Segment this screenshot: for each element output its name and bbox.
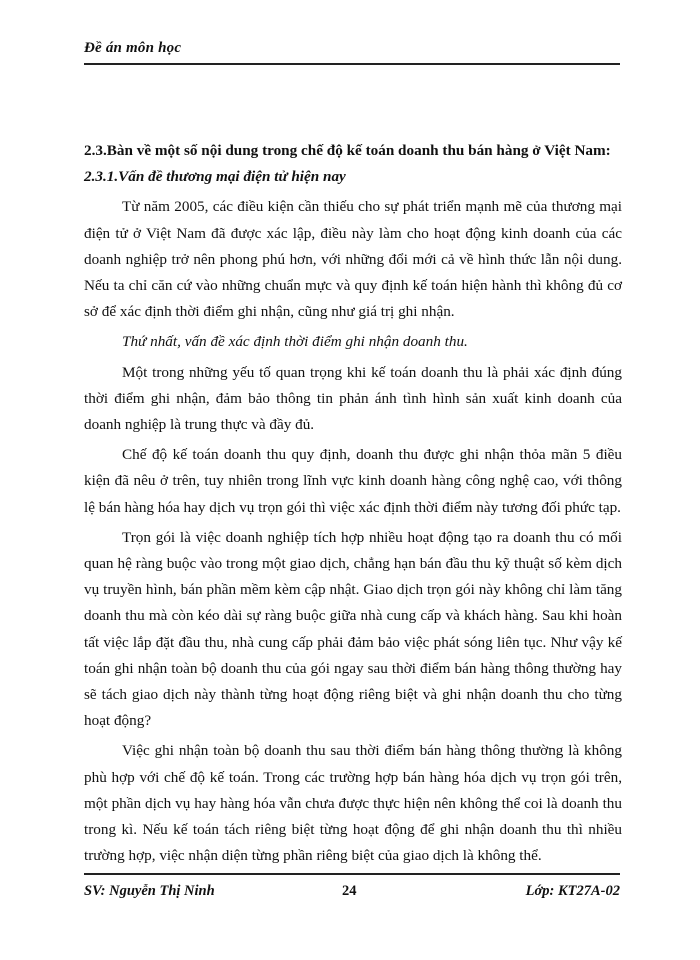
paragraph-first-issue: Thứ nhất, vấn đề xác định thời điểm ghi nhận doanh thu. [122,333,468,351]
paragraph-recognition-timing: Một trong những yếu tố quan trọng khi kế toán doanh thu là phải xác định đúng thời điểm ghi nhận, đảm bảo thông tin phản ánh tình hình sản xuất kinh doanh của doanh nghiệp là trung thực và đầy đủ. [84,363,622,434]
paragraph-intro: Từ năm 2005, các điều kiện cần thiếu cho sự phát triển mạnh mẽ của thương mại điện tử ở Việt Nam đã được xác lập, điều này làm cho hoạt động kinh doanh của các doanh nghiệp trở nên phong phú hơn, với những đổi mới cả về hình thức lẫn nội dung. Nếu ta chỉ căn cứ vào những chuẩn mực và quy định kế toán hiện hành thì không đủ cơ sở để xác định thời điểm ghi nhận, cũng như giá trị ghi nhận. [84,198,622,321]
paragraph-regulation: Chế độ kế toán doanh thu quy định, doanh thu được ghi nhận thỏa mãn 5 điều kiện đã nêu ở trên, tuy nhiên trong lĩnh vực kinh doanh hàng công nghệ cao, với thông lệ bán hàng hóa hay dịch vụ trọn gói thì việc xác định thời điểm này tương đối phức tạp. [84,446,622,516]
subsection-heading: 2.3.1.Vấn đề thương mại điện tử hiện nay [84,168,346,186]
document-body [84,138,622,873]
page-header [84,40,620,65]
header-title: Đề án môn học [84,40,182,56]
footer-student: SV: Nguyễn Thị Ninh [84,883,215,899]
page-footer [84,873,620,899]
footer-page-number: 24 [342,883,357,899]
footer-class: Lớp: KT27A-02 [525,883,620,899]
paragraph-conclusion: Việc ghi nhận toàn bộ doanh thu sau thời điểm bán hàng thông thường là không phù hợp với chế độ kế toán. Trong các trường hợp bán hàng hóa dịch vụ trọn gói trên, một phần dịch vụ hay hàng hóa vẫn chưa được thực hiện nên không thể coi là doanh thu trong kì. Nếu kế toán tách riêng biệt từng hoạt động để ghi nhận doanh thu thì nhiều trường hợp, việc nhận diện từng phần riêng biệt của giao dịch là không thể. [84,742,622,865]
paragraph-bundle: Trọn gói là việc doanh nghiệp tích hợp nhiều hoạt động tạo ra doanh thu có mối quan hệ ràng buộc vào trong một giao dịch, chẳng hạn bán đầu thu kỹ thuật số kèm dịch vụ truyền hình, bán phần mềm kèm cập nhật. Giao dịch trọn gói này không chỉ làm tăng doanh thu mà còn kéo dài sự ràng buộc giữa nhà cung cấp và khách hàng. Sau khi hoàn tất việc lắp đặt đầu thu, nhà cung cấp phải đảm bảo việc phát sóng liên tục. Như vậy kế toán ghi nhận toàn bộ doanh thu của gói ngay sau thời điểm bán hàng thông thường hay sẽ tách giao dịch này thành từng hoạt động riêng biệt và ghi nhận doanh thu cho từng hoạt động? [84,528,622,730]
section-heading: 2.3.Bàn về một số nội dung trong chế độ kế toán doanh thu bán hàng ở Việt Nam: [84,142,611,159]
